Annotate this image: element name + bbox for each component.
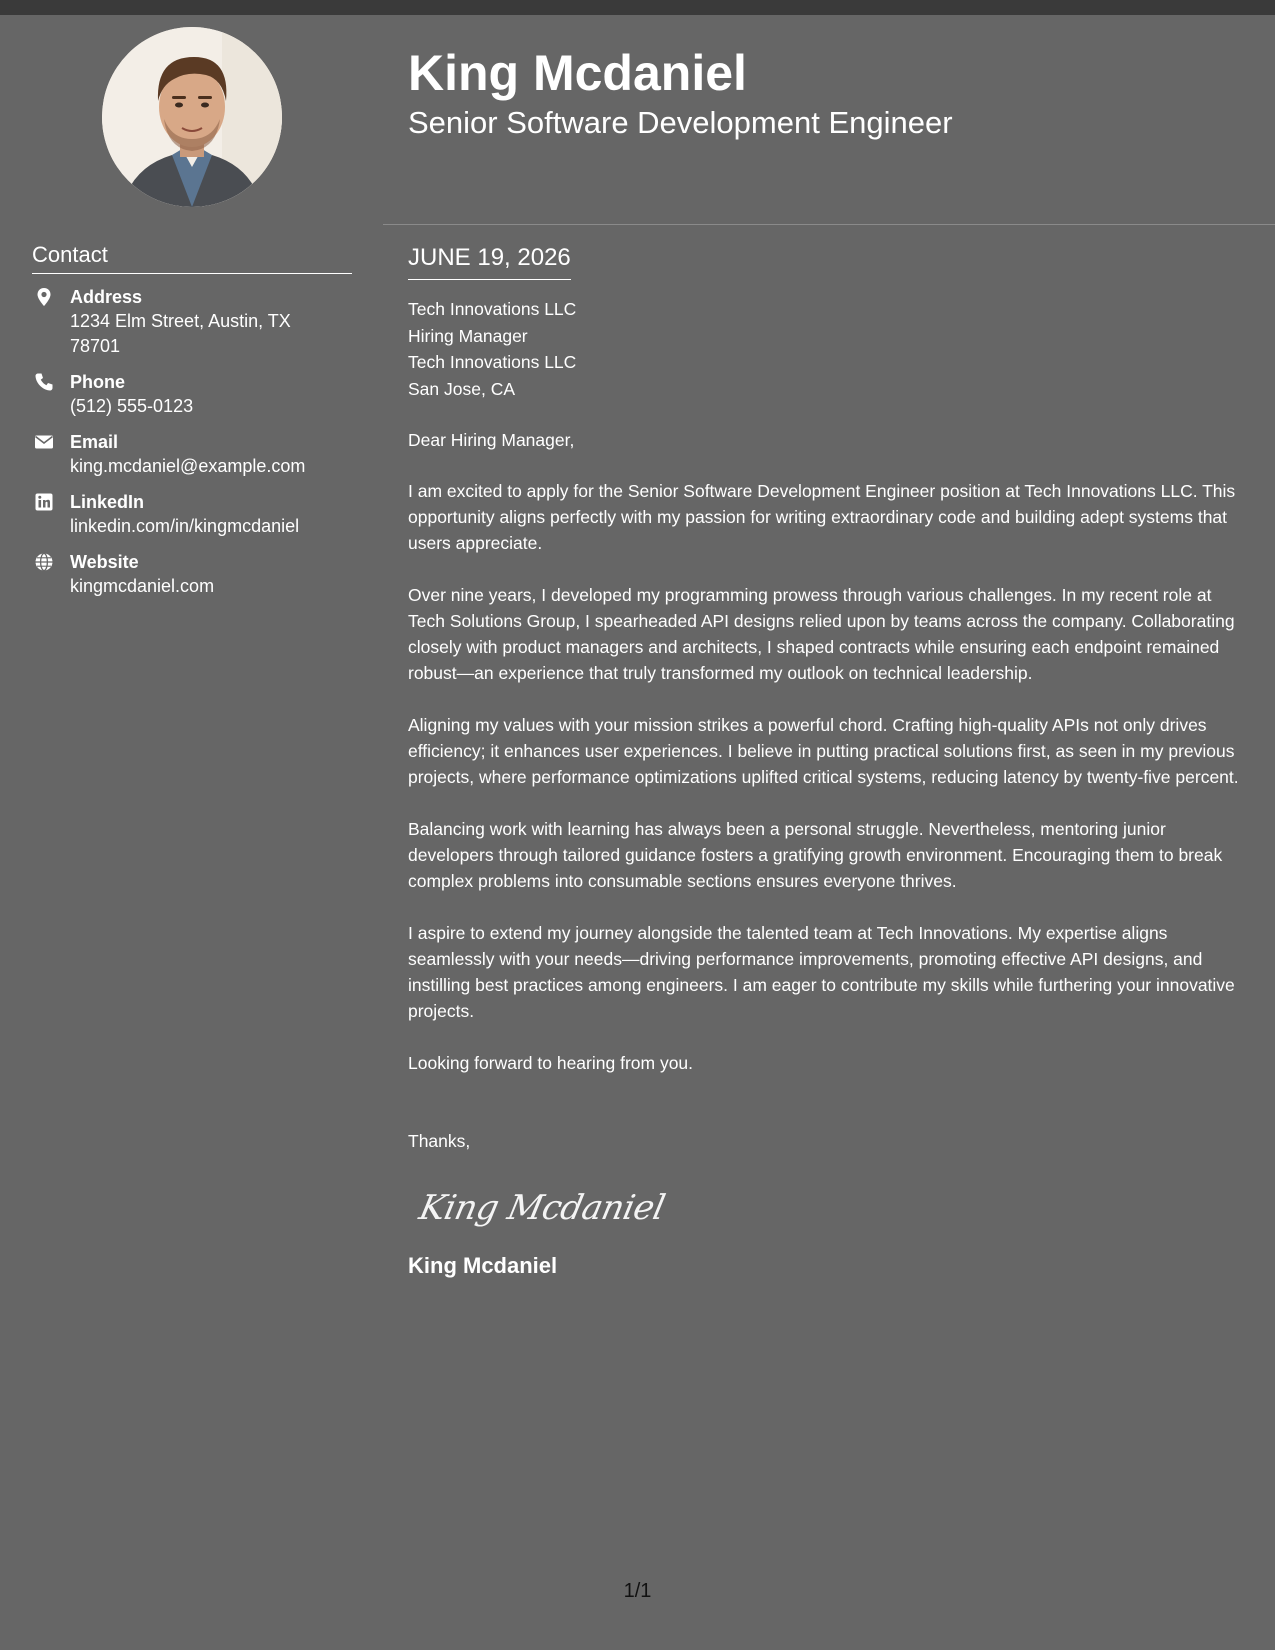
contact-label-email: Email xyxy=(70,432,119,452)
top-bar xyxy=(0,0,1275,15)
globe-icon xyxy=(34,552,54,572)
page-number: 1/1 xyxy=(623,1580,652,1602)
recipient-line: Tech Innovations LLC xyxy=(408,299,577,319)
contact-website xyxy=(32,550,352,599)
contact-value-website[interactable]: kingmcdaniel.com xyxy=(70,576,215,596)
contact-value-linkedin[interactable]: linkedin.com/in/kingmcdaniel xyxy=(70,516,300,536)
contact-value-phone: (512) 555-0123 xyxy=(70,396,194,416)
linkedin-icon xyxy=(34,492,54,512)
letter-paragraph: Looking forward to hearing from you. xyxy=(408,1053,694,1073)
phone-icon xyxy=(34,372,54,392)
contact-address xyxy=(32,285,352,359)
recipient-line: Tech Innovations LLC xyxy=(408,352,577,372)
contact-label-linkedin: LinkedIn xyxy=(70,492,145,512)
contact-phone xyxy=(32,370,352,419)
closing: Thanks, xyxy=(408,1131,471,1151)
contact-heading: Contact xyxy=(32,241,352,274)
cover-letter-page xyxy=(0,15,1275,1650)
recipient-block xyxy=(408,296,1250,402)
recipient-line: San Jose, CA xyxy=(408,378,515,399)
contact-label-phone: Phone xyxy=(70,372,126,392)
contact-value-email[interactable]: king.mcdaniel@example.com xyxy=(70,456,306,476)
envelope-icon xyxy=(34,432,54,452)
letter-paragraph: Over nine years, I developed my programming prowess through various challenges. In my recent role at Tech Solutions Group, I spearheaded API designs relied upon by teams across the company. Collaborating closely with product managers and architects, I shaped contracts while ensuring each endpoint remained robust—an experience that truly transformed my outlook on technical leadership. xyxy=(408,585,1235,683)
header-divider xyxy=(383,224,1275,225)
contact-linkedin xyxy=(32,490,352,539)
contact-label-address: Address xyxy=(70,287,143,307)
signer-name: King Mcdaniel xyxy=(408,1253,558,1278)
letter-date: JUNE 19, 2026 xyxy=(408,243,571,280)
letter-body xyxy=(408,243,1250,1280)
job-title: Senior Software Development Engineer xyxy=(408,105,953,140)
salutation: Dear Hiring Manager, xyxy=(408,430,575,450)
contact-label-website: Website xyxy=(70,552,139,572)
applicant-name: King Mcdaniel xyxy=(408,45,747,101)
contact-value-address: 1234 Elm Street, Austin, TX 78701 xyxy=(70,311,291,356)
signature: King Mcdaniel xyxy=(415,1188,669,1228)
contact-list xyxy=(32,285,352,610)
profile-photo xyxy=(102,27,282,207)
recipient-line: Hiring Manager xyxy=(408,325,528,346)
contact-email xyxy=(32,430,352,479)
letter-paragraph: I aspire to extend my journey alongside the talented team at Tech Innovations. My expertise aligns seamlessly with your needs—driving performance improvements, promoting effective API designs, and instilling best practices among engineers. I am eager to contribute my skills while furthering your innovative projects. xyxy=(408,923,1235,1021)
letter-paragraph: Balancing work with learning has always been a personal struggle. Nevertheless, mentoring junior developers through tailored guidance fosters a gratifying growth environment. Encouraging them to break complex problems into consumable sections ensures everyone thrives. xyxy=(408,819,1223,891)
map-pin-icon xyxy=(34,287,54,307)
letter-paragraph: I am excited to apply for the Senior Software Development Engineer position at Tech Innovations LLC. This opportunity aligns perfectly with my passion for writing extraordinary code and building adept systems that users appreciate. xyxy=(408,481,1236,553)
letter-paragraph: Aligning my values with your mission strikes a powerful chord. Crafting high-quality APIs not only drives efficiency; it enhances user experiences. I believe in putting practical solutions first, as seen in my previous projects, where performance optimizations uplifted critical systems, reducing latency by twenty-five percent. xyxy=(408,715,1239,787)
